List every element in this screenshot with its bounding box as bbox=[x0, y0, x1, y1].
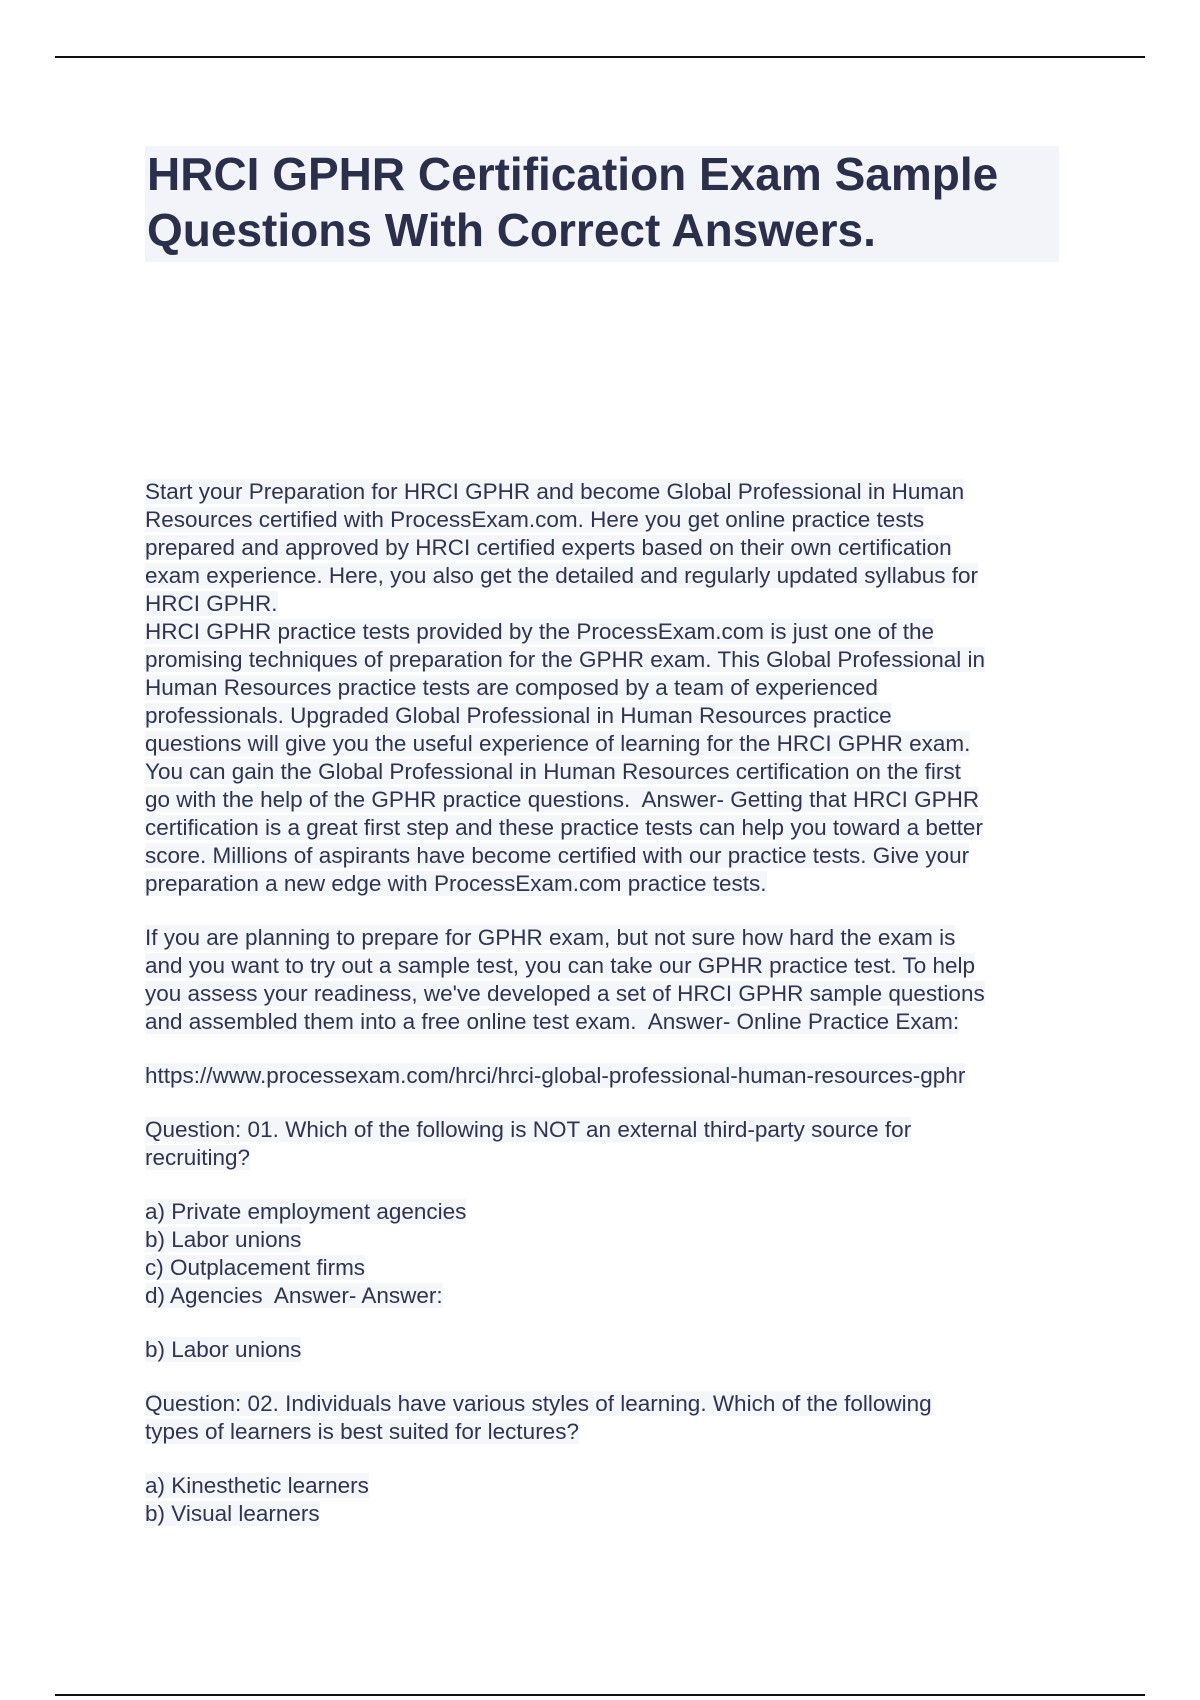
paragraph-line: You can gain the Global Professional in Human Resources certification on the first bbox=[145, 759, 961, 784]
bottom-divider bbox=[55, 1694, 1145, 1696]
answer-option: c) Outplacement firms bbox=[145, 1255, 366, 1280]
paragraph-line: promising techniques of preparation for the GPHR exam. This Global Professional in bbox=[145, 647, 986, 672]
answer-option: a) Private employment agencies bbox=[145, 1199, 467, 1224]
question-2 bbox=[145, 1390, 1055, 1528]
paragraph-line: Resources certified with ProcessExam.com. Here you get online practice tests bbox=[145, 507, 925, 532]
paragraph-line: score. Millions of aspirants have become certified with our practice tests. Give your bbox=[145, 843, 970, 868]
answer-option: b) Labor unions bbox=[145, 1227, 302, 1252]
practice-exam-url[interactable]: https://www.processexam.com/hrci/hrci-global-professional-human-resources-gphr bbox=[145, 1063, 966, 1088]
title-block bbox=[145, 146, 1059, 262]
spacer bbox=[145, 1446, 1055, 1472]
spacer bbox=[145, 898, 1055, 924]
top-divider bbox=[55, 56, 1145, 58]
spacer bbox=[145, 1036, 1055, 1062]
question-1 bbox=[145, 1116, 1055, 1364]
title-line: Questions With Correct Answers. bbox=[147, 204, 876, 256]
paragraph-line: prepared and approved by HRCI certified experts based on their own certification bbox=[145, 535, 952, 560]
paragraph-line: certification is a great first step and these practice tests can help you toward a better bbox=[145, 815, 983, 840]
question-text-line: recruiting? bbox=[145, 1145, 251, 1170]
paragraph-line: professionals. Upgraded Global Professional in Human Resources practice bbox=[145, 703, 892, 728]
intro-paragraph bbox=[145, 478, 1055, 898]
paragraph-line: HRCI GPHR. bbox=[145, 591, 278, 616]
paragraph-line: and assembled them into a free online test exam. Answer- Online Practice Exam: bbox=[145, 1009, 960, 1034]
paragraph-line: you assess your readiness, we've developed a set of HRCI GPHR sample questions bbox=[145, 981, 985, 1006]
paragraph-line: Human Resources practice tests are composed by a team of experienced bbox=[145, 675, 878, 700]
question-text-line: Question: 02. Individuals have various styles of learning. Which of the following bbox=[145, 1391, 932, 1416]
spacer bbox=[145, 1310, 1055, 1336]
paragraph-line: and you want to try out a sample test, you can take our GPHR practice test. To help bbox=[145, 953, 976, 978]
document-title bbox=[147, 146, 1057, 258]
question-text-line: Question: 01. Which of the following is NOT an external third-party source for bbox=[145, 1117, 912, 1142]
paragraph-line: HRCI GPHR practice tests provided by the ProcessExam.com is just one of the bbox=[145, 619, 935, 644]
paragraph-line: questions will give you the useful experience of learning for the HRCI GPHR exam. bbox=[145, 731, 971, 756]
document-body bbox=[145, 478, 1055, 1528]
planning-paragraph bbox=[145, 924, 1055, 1036]
correct-answer: b) Labor unions bbox=[145, 1337, 302, 1362]
paragraph-line: If you are planning to prepare for GPHR exam, but not sure how hard the exam is bbox=[145, 925, 956, 950]
answer-option: b) Visual learners bbox=[145, 1501, 320, 1526]
paragraph-line: go with the help of the GPHR practice questions. Answer- Getting that HRCI GPHR bbox=[145, 787, 980, 812]
paragraph-line: exam experience. Here, you also get the detailed and regularly updated syllabus for bbox=[145, 563, 979, 588]
answer-option: d) Agencies Answer- Answer: bbox=[145, 1283, 443, 1308]
spacer bbox=[145, 1364, 1055, 1390]
title-line: HRCI GPHR Certification Exam Sample bbox=[147, 148, 999, 200]
paragraph-line: Start your Preparation for HRCI GPHR and become Global Professional in Human bbox=[145, 479, 965, 504]
spacer bbox=[145, 1172, 1055, 1198]
answer-option: a) Kinesthetic learners bbox=[145, 1473, 369, 1498]
spacer bbox=[145, 1090, 1055, 1116]
paragraph-line: preparation a new edge with ProcessExam.com practice tests. bbox=[145, 871, 767, 896]
question-text-line: types of learners is best suited for lectures? bbox=[145, 1419, 579, 1444]
